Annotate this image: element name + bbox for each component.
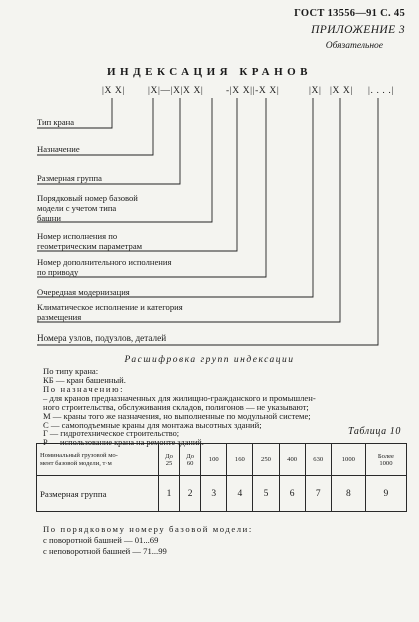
cell-line: 25 bbox=[165, 459, 173, 467]
cell-line: 1000 bbox=[379, 459, 393, 467]
label-serial-number-2: модели с учетом типа bbox=[37, 203, 117, 213]
cell-line: 160 bbox=[234, 456, 245, 463]
label-climate-2: размещения bbox=[37, 312, 82, 322]
label-purpose: Назначение bbox=[37, 144, 80, 154]
index-group-purpose-size: |X|—|X|X X| bbox=[148, 86, 204, 96]
cell-line: 630 bbox=[313, 456, 324, 463]
label-size-group: Размерная группа bbox=[37, 173, 102, 183]
table10-value-cell: 5 bbox=[253, 476, 279, 512]
table10-header-label bbox=[37, 444, 159, 476]
index-group-climate: |X X| bbox=[330, 86, 353, 96]
cell-line: Более bbox=[377, 452, 394, 460]
label-serial-number-3: башни bbox=[37, 213, 62, 223]
serial-line-rotating: с поворотной башней — 01...69 bbox=[43, 535, 159, 545]
label-version-drive-2: по приводу bbox=[37, 267, 79, 277]
table10-value-cell: 2 bbox=[180, 476, 201, 512]
table10-header-row bbox=[37, 444, 407, 476]
table10-title: Таблица 10 bbox=[348, 426, 401, 437]
table10-value-cell: 7 bbox=[305, 476, 331, 512]
decoding-kb: КБ — кран башенный. bbox=[43, 375, 126, 385]
table10-header-cell bbox=[305, 444, 331, 476]
table10-value-cell: 6 bbox=[279, 476, 305, 512]
label-crane-type: Тип крана bbox=[37, 117, 75, 127]
decoding-title: Расшифровка групп индексации bbox=[124, 355, 295, 365]
label-modernization: Очередная модернизация bbox=[37, 287, 130, 297]
table10-header-cell bbox=[180, 444, 201, 476]
index-group-modernization: |X| bbox=[309, 86, 322, 96]
appendix-title: ПРИЛОЖЕНИЕ 3 bbox=[311, 24, 405, 36]
table10-value-cell: 9 bbox=[365, 476, 406, 512]
table10-header-cell bbox=[159, 444, 180, 476]
purpose-line-2: ного строительства, обслуживания складов, полигонов — не указывают; bbox=[43, 402, 309, 412]
label-climate-1: Климатическое исполнение и категория bbox=[37, 302, 183, 312]
decoding-by-type: По типу крана: bbox=[43, 366, 99, 376]
table10-header-cell bbox=[331, 444, 365, 476]
table10-value-cell: 3 bbox=[201, 476, 227, 512]
decoding-by-purpose: По назначению: bbox=[43, 384, 125, 394]
cell-line: 250 bbox=[261, 456, 271, 463]
table10-header-cell bbox=[201, 444, 227, 476]
purpose-line-6-visible: Р — использование крана на ремонте зданий. bbox=[43, 438, 204, 447]
cell-line: 60 bbox=[186, 459, 194, 467]
table10-header-cell bbox=[279, 444, 305, 476]
cell-line: До bbox=[165, 452, 173, 460]
table10-value-cell: 8 bbox=[331, 476, 365, 512]
table10-header-cell bbox=[253, 444, 279, 476]
gost-page-header: ГОСТ 13556—91 С. 45 bbox=[294, 8, 405, 19]
table10-value-cell: 4 bbox=[227, 476, 253, 512]
purpose-line-4: С — самоподъемные краны для монтажа высотных зданий; bbox=[43, 420, 262, 430]
purpose-line-3: М — краны того же назначения, но выполненные по модульной системе; bbox=[43, 411, 311, 421]
serial-line-nonrotating: с неповоротной башней — 71...99 bbox=[43, 546, 167, 556]
table10-header-label-line1: Номинальный грузовой мо- bbox=[40, 451, 118, 459]
table10 bbox=[36, 443, 407, 512]
index-group-serial-version: -|X X||-X X| bbox=[226, 86, 280, 96]
mandatory-label: Обязательное bbox=[325, 41, 383, 51]
index-group-parts: |. . . .| bbox=[368, 86, 394, 96]
cell-line: 400 bbox=[287, 456, 298, 463]
label-version-drive-1: Номер дополнительного исполнения bbox=[37, 257, 172, 267]
table10-header-label-line2: мент базовой модели, т·м bbox=[40, 459, 112, 467]
table10-header-cell bbox=[365, 444, 406, 476]
purpose-line-5-visible: Г — гидротехническое строительство; bbox=[43, 429, 180, 438]
table10-data-row bbox=[37, 476, 407, 512]
serial-title: По порядковому номеру базовой модели: bbox=[43, 524, 253, 534]
cell-line: До bbox=[186, 452, 195, 460]
page-title: ИНДЕКСАЦИЯ КРАНОВ bbox=[106, 66, 313, 78]
index-group-type: |X X| bbox=[102, 86, 125, 96]
label-parts-numbers: Номера узлов, подузлов, деталей bbox=[37, 333, 167, 343]
cell-line: 1000 bbox=[341, 456, 355, 463]
label-version-geom-1: Номер исполнения по bbox=[37, 231, 118, 241]
purpose-line-1: – для кранов предназначенных для жилищно-гражданского и промышлен- bbox=[43, 393, 316, 403]
label-serial-number-1: Порядковый номер базовой bbox=[37, 193, 138, 203]
table10-header-cell bbox=[227, 444, 253, 476]
table10-row-label: Размерная группа bbox=[37, 476, 159, 512]
label-version-geom-2: геометрическим параметрам bbox=[37, 241, 143, 251]
cell-line: 100 bbox=[208, 456, 219, 463]
table10-value-cell: 1 bbox=[159, 476, 180, 512]
